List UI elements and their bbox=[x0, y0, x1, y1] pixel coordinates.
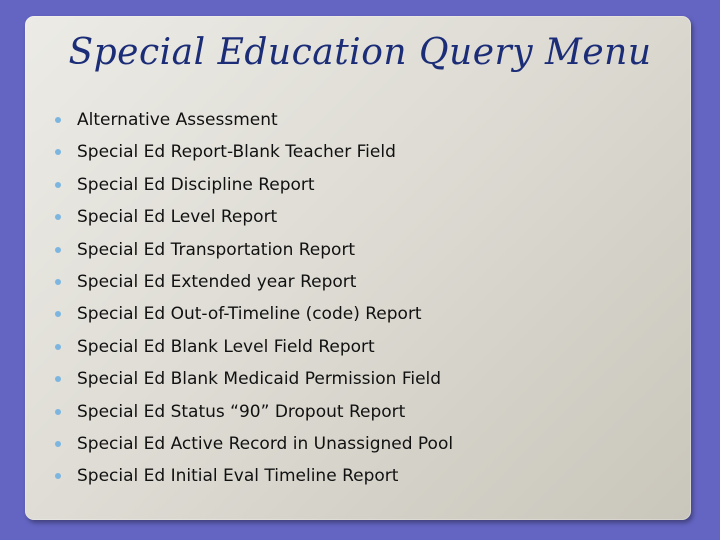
menu-item-out-of-timeline-report[interactable] bbox=[54, 300, 453, 332]
bullet-icon bbox=[55, 409, 61, 415]
menu-item-label: Special Ed Blank Level Field Report bbox=[77, 336, 375, 357]
menu-item-active-record-unassigned-pool[interactable] bbox=[54, 430, 453, 462]
menu-item-label: Special Ed Initial Eval Timeline Report bbox=[77, 466, 399, 487]
bullet-icon bbox=[55, 279, 61, 285]
bullet-icon bbox=[55, 473, 61, 479]
menu-item-label: Special Ed Report-Blank Teacher Field bbox=[77, 142, 396, 163]
menu-item-transportation-report[interactable] bbox=[54, 236, 453, 268]
bullet-icon bbox=[55, 149, 61, 155]
menu-item-blank-medicaid-permission-field[interactable] bbox=[54, 365, 453, 397]
bullet-icon bbox=[55, 117, 61, 123]
menu-item-blank-teacher-field[interactable] bbox=[54, 138, 453, 170]
bullet-icon bbox=[55, 182, 61, 188]
menu-item-label: Special Ed Level Report bbox=[77, 207, 278, 228]
menu-item-label: Special Ed Blank Medicaid Permission Field bbox=[77, 369, 442, 390]
menu-item-label: Alternative Assessment bbox=[77, 110, 278, 130]
menu-item-label: Special Ed Discipline Report bbox=[77, 174, 315, 195]
menu-item-label: Special Ed Extended year Report bbox=[77, 271, 357, 292]
bullet-icon bbox=[55, 441, 61, 447]
menu-item-initial-eval-timeline-report[interactable] bbox=[54, 462, 453, 494]
menu-item-label: Special Ed Active Record in Unassigned Pool bbox=[77, 433, 454, 454]
menu-item-discipline-report[interactable] bbox=[54, 171, 453, 203]
menu-item-status-90-dropout-report[interactable] bbox=[54, 398, 453, 430]
bullet-icon bbox=[55, 376, 61, 382]
bullet-icon bbox=[55, 247, 61, 253]
menu-item-label: Special Ed Transportation Report bbox=[77, 239, 356, 260]
menu-item-extended-year-report[interactable] bbox=[54, 268, 453, 300]
bullet-icon bbox=[55, 344, 61, 350]
bullet-icon bbox=[55, 311, 61, 317]
menu-item-blank-level-field-report[interactable] bbox=[54, 333, 453, 365]
menu-item-label: Special Ed Status “90” Dropout Report bbox=[77, 401, 406, 422]
bullet-icon bbox=[55, 214, 61, 220]
query-menu-list bbox=[54, 106, 453, 495]
page-title: Special Education Query Menu bbox=[68, 32, 652, 73]
menu-item-alternative-assessment[interactable] bbox=[54, 106, 453, 138]
menu-item-level-report[interactable] bbox=[54, 203, 453, 235]
menu-item-label: Special Ed Out-of-Timeline (code) Report bbox=[77, 304, 422, 325]
